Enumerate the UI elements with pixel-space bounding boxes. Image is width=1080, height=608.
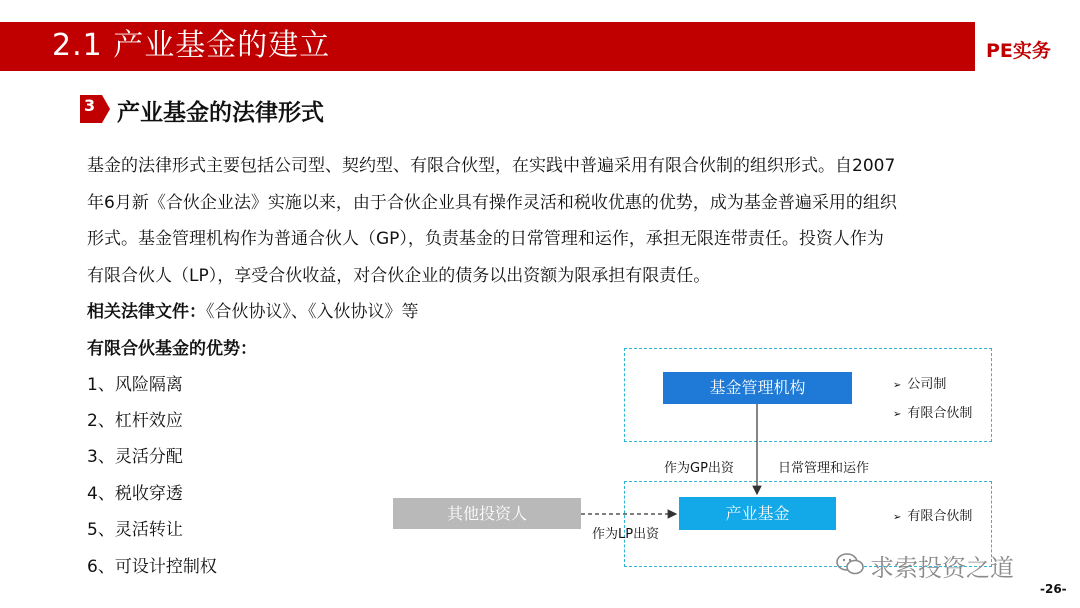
- legal-docs-value: 《合伙协议》、《入伙协议》等: [206, 302, 419, 322]
- advantage-item: 1、风险隔离: [87, 375, 183, 395]
- paragraph-line: 年6月新《合伙企业法》实施以来，由于合伙企业具有操作灵活和税收优惠的优势，成为基金普遍采用的组织: [87, 192, 897, 213]
- arrow-bullet-icon: ➢: [893, 409, 902, 420]
- ops-label: 日常管理和运作: [778, 461, 870, 476]
- page-number: -26-: [1040, 582, 1067, 596]
- arrow-bullet-icon: ➢: [893, 380, 902, 391]
- section-title: 产业基金的法律形式: [117, 100, 324, 126]
- advantage-item: 6、可设计控制权: [87, 557, 217, 577]
- page-title: 2.1 产业基金的建立: [52, 28, 331, 63]
- advantage-item: 3、灵活分配: [87, 447, 183, 467]
- advantages-title: 有限合伙基金的优势：: [87, 339, 257, 359]
- fund-box: 产业基金: [679, 497, 836, 530]
- watermark-text: 求索投资之道: [870, 554, 1014, 582]
- advantage-item: 2、杠杆效应: [87, 411, 183, 431]
- legal-docs-line: [87, 297, 419, 322]
- manager-note: ➢ 公司制: [893, 377, 947, 392]
- advantage-item: 4、税收穿透: [87, 484, 183, 504]
- other-investors-box: 其他投资人: [393, 498, 581, 529]
- legal-docs-label: 相关法律文件：: [87, 302, 206, 322]
- wechat-icon: [836, 552, 864, 576]
- brand-label: PE实务: [986, 40, 1051, 62]
- paragraph-line: 形式。基金管理机构作为普通合伙人（GP），负责基金的日常管理和运作，承担无限连带责任。投资人作为: [87, 229, 884, 249]
- body-paragraph: [87, 148, 1047, 294]
- manager-box: 基金管理机构: [663, 372, 852, 404]
- lp-label: 作为LP出资: [592, 527, 660, 542]
- paragraph-line: 有限合伙人（LP），享受合伙收益，对合伙企业的债务以出资额为限承担有限责任。: [87, 265, 711, 286]
- fund-note: ➢ 有限合伙制: [893, 509, 973, 524]
- section-number: 3: [84, 96, 96, 115]
- gp-label: 作为GP出资: [664, 461, 734, 476]
- advantage-item: 5、灵活转让: [87, 520, 183, 540]
- arrow-bullet-icon: ➢: [893, 512, 902, 523]
- manager-note: ➢ 有限合伙制: [893, 406, 973, 421]
- paragraph-line: 基金的法律形式主要包括公司型、契约型、有限合伙型，在实践中普遍采用有限合伙制的组织形式。自2007: [87, 156, 896, 176]
